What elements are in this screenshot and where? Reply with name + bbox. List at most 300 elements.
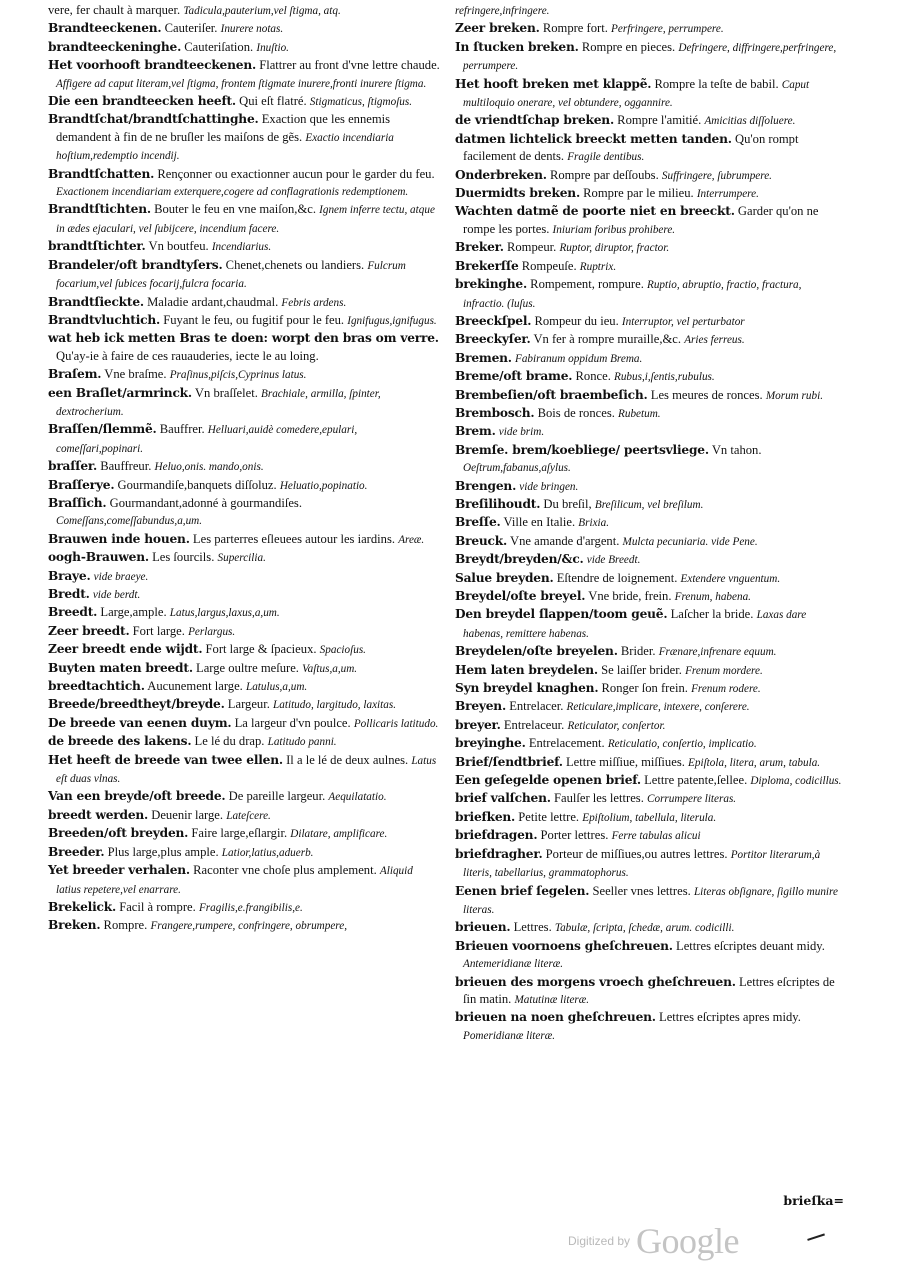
french-definition: Rompre par le milieu. <box>583 186 694 201</box>
french-definition: Deuenir large. <box>151 807 224 822</box>
left-column <box>48 2 440 936</box>
latin-equivalent: Fabiranum oppidum Brema. <box>515 352 643 365</box>
latin-equivalent: Reticulare,implicare, intexere, conſerere. <box>566 701 750 714</box>
dictionary-entry <box>48 385 440 422</box>
latin-equivalent: Extendere vnguentum. <box>680 572 781 585</box>
french-definition: Facil à rompre. <box>119 899 196 914</box>
dictionary-entry <box>48 696 440 714</box>
latin-equivalent: Latitudo panni. <box>267 736 337 749</box>
dictionary-entry <box>48 807 440 825</box>
dictionary-entry <box>455 20 845 38</box>
headword: Brandtſchat/brandtſchattinghe. <box>48 112 259 127</box>
latin-equivalent: Oeſtrum,fabanus,aſylus. <box>463 462 571 475</box>
french-definition: Rompre fort. <box>542 21 608 36</box>
latin-equivalent: Febris ardens. <box>281 296 347 309</box>
digitized-by-google-watermark <box>568 1221 739 1261</box>
catchword: brieſka= <box>783 1193 844 1208</box>
dictionary-entry <box>455 76 845 113</box>
latin-equivalent: Epiſtolium, tabellula, literula. <box>582 811 717 824</box>
latin-equivalent: Pomeridianæ literæ. <box>463 1029 555 1042</box>
french-definition: Rompre la teſte de babil. <box>654 76 779 91</box>
dictionary-entry <box>455 662 845 680</box>
french-definition: Ronce. <box>575 369 611 384</box>
headword: Salue breyden. <box>455 570 554 585</box>
french-definition: Qu'ay-ie à faire de ces rauauderies, iecte le au loing. <box>56 348 319 363</box>
latin-equivalent: Lateſcere. <box>226 809 271 822</box>
french-definition: Rompre l'amitié. <box>617 113 702 128</box>
headword: Syn breydel knaghen. <box>455 681 599 696</box>
google-logo: Google <box>636 1221 740 1261</box>
french-definition: Rençonner ou exactionner aucun pour le garder du feu. <box>157 166 435 181</box>
headword: Yet breeder verhalen. <box>48 863 190 878</box>
latin-equivalent: Interrumpere. <box>696 188 759 201</box>
french-definition: Fuyant le feu, ou fugitif pour le feu. <box>163 312 345 327</box>
dictionary-entry <box>48 825 440 843</box>
latin-equivalent: Ignem inferre tectu, atque in ædes ejaculari, vel ſubijcere, incendium facere. <box>56 204 435 235</box>
french-definition: Seeller vnes lettres. <box>592 883 691 898</box>
headword: Breme/oft brame. <box>455 369 573 384</box>
headword: brandteeckeninghe. <box>48 39 182 54</box>
french-definition: Exaction que les ennemis demandent à fin de ne bruſler les maiſons de gẽs. <box>56 112 391 144</box>
headword: brandtſtichter. <box>48 239 146 254</box>
latin-equivalent: Latus eſt duas vlnas. <box>56 754 437 786</box>
latin-equivalent: Ruptor, diruptor, fractor. <box>559 242 670 255</box>
dictionary-entry <box>48 531 440 549</box>
dictionary-entry <box>48 604 440 622</box>
headword: wat heb ick metten Bras te doen: worpt den bras om verre. <box>48 331 439 346</box>
french-definition: De pareille largeur. <box>228 789 326 804</box>
french-definition: Rompeur. <box>506 240 557 255</box>
french-definition: Lettre miſſiue, miſſiues. <box>565 754 685 769</box>
headword: oogh-Brauwen. <box>48 550 149 565</box>
latin-equivalent: Amicitias diſſoluere. <box>704 115 796 128</box>
dictionary-entry <box>455 809 845 827</box>
headword: datmen lichtelick breeckt metten tanden. <box>455 131 732 146</box>
french-definition: Raconter vne choſe plus amplement. <box>193 863 377 878</box>
headword: Hem laten breydelen. <box>455 662 598 677</box>
headword: Breken. <box>48 918 101 933</box>
dictionary-entry <box>455 643 845 661</box>
latin-equivalent: Frenum, habena. <box>674 591 751 603</box>
headword: Brandtſtichten. <box>48 202 151 217</box>
french-definition: Entrelacer. <box>509 699 564 714</box>
latin-equivalent: Heluo,onis. mando,onis. <box>154 461 264 474</box>
latin-equivalent: Brachiale, armilla, ſpinter, dextrocherium. <box>56 387 381 418</box>
dictionary-entry <box>48 458 440 476</box>
headword: Een geſegelde openen brief. <box>455 773 641 788</box>
french-definition: Cauteriſer. <box>164 21 218 36</box>
french-definition: Les meures de ronces. <box>650 387 763 402</box>
french-definition: Qu'on rompt facilement de dents. <box>463 131 799 164</box>
dictionary-entry <box>48 623 440 641</box>
dictionary-entry <box>455 883 845 920</box>
dictionary-entry <box>455 680 845 698</box>
latin-equivalent: Suffringere, ſubrumpere. <box>661 169 772 182</box>
latin-equivalent: refringere,infringere. <box>455 5 550 17</box>
dictionary-entry <box>48 39 440 57</box>
latin-equivalent: Helluari,auidè comedere,epulari, comeſſari,popinari. <box>56 424 358 455</box>
dictionary-entry <box>48 57 440 93</box>
latin-equivalent: Rubetum. <box>618 407 661 420</box>
latin-equivalent: Breſilicum, vel breſilum. <box>594 498 704 511</box>
headword: Brauwen inde houen. <box>48 531 190 546</box>
dictionary-entry <box>48 312 440 330</box>
headword: Van een breyde/oft breede. <box>48 789 226 804</box>
watermark-prefix: Digitized by <box>568 1234 631 1248</box>
right-column <box>455 2 845 1045</box>
latin-equivalent: vide Breedt. <box>586 554 641 567</box>
latin-equivalent: Exactio incendiaria hoſtium,redemptio incendij. <box>56 131 394 163</box>
headword: Brandtſieckte. <box>48 294 144 309</box>
latin-equivalent: Supercilia. <box>217 552 266 565</box>
french-definition: Vn boutfeu. <box>148 239 209 254</box>
headword: breyer. <box>455 717 501 732</box>
headword: Breeden/oft breyden. <box>48 826 189 841</box>
french-definition: Eſtendre de loignement. <box>556 570 678 585</box>
latin-equivalent: Inurere notas. <box>220 23 284 36</box>
latin-equivalent: Fragile dentibus. <box>567 151 645 164</box>
dictionary-entry <box>48 899 440 917</box>
dictionary-entry <box>455 974 845 1010</box>
french-definition: Gourmandiſe,banquets diſſoluz. <box>117 477 277 492</box>
latin-equivalent: Epiſtola, litera, arum, tabula. <box>688 756 821 769</box>
dictionary-entry <box>455 387 845 405</box>
dictionary-entry <box>455 368 845 386</box>
dictionary-entry <box>48 586 440 604</box>
headword: Eenen brief ſegelen. <box>455 883 590 898</box>
headword: In ſtucken breken. <box>455 39 579 54</box>
latin-equivalent: Aliquid latius repetere,vel enarrare. <box>56 865 413 896</box>
latin-equivalent: Caput multiloquio onerare, vel obtundere, oggannire. <box>463 78 810 110</box>
headword: breedtachtich. <box>48 679 145 694</box>
french-definition: Bouter le feu en vne maiſon,&c. <box>154 202 316 217</box>
latin-equivalent: Vaſtus,a,um. <box>302 662 358 675</box>
latin-equivalent: Frenum mordere. <box>685 664 763 677</box>
french-definition: Fort large. <box>132 623 185 638</box>
headword: Breſſe. <box>455 515 501 530</box>
french-definition: Rompre en pieces. <box>581 39 676 54</box>
dictionary-entry <box>455 588 845 606</box>
headword: de breede des lakens. <box>48 734 192 749</box>
headword: Het heeft de breede van twee ellen. <box>48 752 283 767</box>
latin-equivalent: Heluatio,popinatio. <box>279 479 368 492</box>
headword: Brembosch. <box>455 405 535 420</box>
latin-equivalent: Laxas dare habenas, remittere habenas. <box>463 609 807 640</box>
headword: Brandteeckenen. <box>48 21 162 36</box>
latin-equivalent: Latus,largus,laxus,a,um. <box>169 607 280 620</box>
latin-equivalent: Portitor literarum,à literis, tabellarius, grammatophorus. <box>463 848 821 880</box>
headword: Breydt/breyden/&c. <box>455 552 584 567</box>
french-definition: Le lé du drap. <box>194 734 265 749</box>
french-definition: Lettres eſcriptes deuant midy. <box>676 938 825 953</box>
headword: Brieuen voornoens gheſchreuen. <box>455 938 673 953</box>
latin-equivalent: Brixia. <box>578 517 610 530</box>
dictionary-entry <box>48 752 440 789</box>
dictionary-entry <box>455 203 845 239</box>
headword: Zeer breedt ende wijdt. <box>48 642 203 657</box>
dictionary-entry <box>48 844 440 862</box>
french-definition: Faulſer les lettres. <box>553 791 644 806</box>
dictionary-entry <box>48 678 440 696</box>
french-definition: Les ſourcils. <box>152 550 215 565</box>
dictionary-entry <box>455 496 845 514</box>
french-definition: Du breſil, <box>543 496 592 511</box>
french-definition: Porteur de miſſiues,ou autres lettres. <box>545 846 728 861</box>
dictionary-entry <box>455 167 845 185</box>
dictionary-entry <box>455 405 845 423</box>
french-definition: Rompeur du ieu. <box>534 313 619 328</box>
latin-equivalent: Latior,latius,aduerb. <box>221 846 314 859</box>
dictionary-entry <box>48 660 440 678</box>
latin-equivalent: Latitudo, largitudo, laxitas. <box>273 699 397 712</box>
latin-equivalent: Antemeridianæ literæ. <box>463 958 564 971</box>
headword: Breker. <box>455 240 504 255</box>
french-definition: Fort large & ſpacieux. <box>205 642 317 657</box>
headword: Brem. <box>455 424 496 439</box>
latin-equivalent: Inuſtio. <box>256 41 289 54</box>
latin-equivalent: Interruptor, vel perturbator <box>621 315 745 328</box>
french-definition: Petite lettre. <box>518 809 580 824</box>
french-definition: Vn tahon. <box>711 442 762 457</box>
dictionary-entry <box>48 20 440 38</box>
french-definition: Garder qu'on ne rompe les portes. <box>463 204 819 236</box>
dictionary-entry <box>455 846 845 883</box>
headword: Braſſich. <box>48 495 107 510</box>
headword: Breydel/oſte breyel. <box>455 589 586 603</box>
latin-equivalent: Dilatare, amplificare. <box>290 828 388 841</box>
french-definition: Lettres eſcriptes apres midy. <box>659 1010 801 1025</box>
latin-equivalent: Aequilatatio. <box>328 791 387 804</box>
headword: Bremſe. brem/koebliege/ peertsvliege. <box>455 442 709 457</box>
french-definition: Rompement, rompure. <box>530 277 644 292</box>
headword: Het voorhooft brandteeckenen. <box>48 58 257 73</box>
french-definition: Largeur. <box>227 697 270 712</box>
french-definition: Vn fer à rompre muraille,&c. <box>533 332 682 347</box>
dictionary-entry <box>48 641 440 659</box>
dictionary-entry <box>48 111 440 165</box>
headword: brieuen. <box>455 920 511 935</box>
french-definition: Vn braſſelet. <box>194 385 258 400</box>
french-definition: Lettres. <box>513 920 552 935</box>
dictionary-entry <box>455 478 845 496</box>
dictionary-entry <box>455 39 845 76</box>
french-definition: Faire large,eſlargir. <box>191 826 288 841</box>
latin-equivalent: Frenum rodere. <box>691 683 761 696</box>
dictionary-entry <box>455 276 845 313</box>
headword: Brandtvluchtich. <box>48 312 161 327</box>
dictionary-entry <box>48 788 440 806</box>
dictionary-entry <box>455 827 845 845</box>
latin-equivalent: Reticulatio, conſertio, implicatio. <box>607 738 757 751</box>
latin-equivalent: Areæ. <box>398 533 425 546</box>
latin-equivalent: vide brim. <box>498 426 545 439</box>
latin-equivalent: Diploma, codicillus. <box>750 775 842 788</box>
dictionary-entry <box>455 533 845 551</box>
latin-equivalent: Incendiarius. <box>211 241 272 254</box>
headword: Die een brandteecken heeft. <box>48 94 236 109</box>
french-definition: Il a le lé de deux aulnes. <box>286 752 409 767</box>
latin-equivalent: Perfringere, perrumpere. <box>611 23 724 36</box>
ink-mark <box>807 1233 827 1246</box>
french-definition: Maladie ardant,chaudmal. <box>147 294 279 309</box>
dictionary-entry <box>48 2 440 20</box>
dictionary-entry <box>455 112 845 130</box>
french-definition: Bauffreur. <box>100 459 152 474</box>
dictionary-entry <box>455 514 845 532</box>
latin-equivalent: Matutinæ literæ. <box>514 993 590 1006</box>
french-definition: Vne braſme. <box>104 367 167 382</box>
headword: briefdragher. <box>455 846 543 861</box>
dictionary-entry <box>455 735 845 753</box>
headword: briefdragen. <box>455 828 538 843</box>
latin-equivalent: Frænare,infrenare equum. <box>658 646 777 659</box>
dictionary-entry <box>48 238 440 256</box>
dictionary-entry <box>455 938 845 974</box>
latin-equivalent: Spacioſus. <box>319 644 366 657</box>
latin-equivalent: Rubus,i,ſentis,rubulus. <box>614 371 715 384</box>
dictionary-entry <box>48 330 440 366</box>
headword: Braſſerye. <box>48 477 115 492</box>
headword: Braye. <box>48 568 91 583</box>
dictionary-entry <box>455 131 845 167</box>
dictionary-entry <box>455 258 845 276</box>
latin-equivalent: Mulcta pecuniaria. vide Pene. <box>622 535 758 548</box>
dictionary-entry <box>455 2 845 20</box>
headword: Brekerſſe <box>455 258 519 273</box>
french-definition: Large oultre meſure. <box>196 660 299 675</box>
headword: Brandtſchatten. <box>48 166 155 181</box>
latin-equivalent: Corrumpere literas. <box>647 793 737 806</box>
dictionary-entry <box>455 790 845 808</box>
dictionary-entry <box>455 331 845 349</box>
french-definition: Entrelacement. <box>528 736 605 751</box>
latin-equivalent: Pollicaris latitudo. <box>353 717 439 730</box>
french-definition: Ronger ſon frein. <box>601 681 688 696</box>
headword: Breydelen/oſte breyelen. <box>455 644 618 659</box>
headword: brieuen des morgens vroech gheſchreuen. <box>455 974 736 989</box>
dictionary-entry <box>48 715 440 733</box>
french-definition: Rompeuſe. <box>521 258 577 273</box>
french-definition: Chenet,chenets ou landiers. <box>225 257 365 272</box>
dictionary-entry <box>48 917 440 935</box>
french-definition: Lettres eſcriptes de ſin matin. <box>463 974 835 1006</box>
latin-equivalent: vide berdt. <box>92 589 141 601</box>
latin-equivalent: vide braeye. <box>93 570 149 583</box>
headword: Breeder. <box>48 844 105 859</box>
french-definition: Vne amande d'argent. <box>509 533 620 548</box>
dictionary-entry <box>455 919 845 937</box>
headword: Brengen. <box>455 478 517 493</box>
french-definition: Plus large,plus ample. <box>107 844 219 859</box>
headword: breedt werden. <box>48 807 149 822</box>
dictionary-entry <box>48 93 440 111</box>
french-definition: Se laiſſer brider. <box>601 662 682 677</box>
headword: de vriendtſchap breken. <box>455 113 615 128</box>
french-definition: Large,ample. <box>100 605 167 620</box>
french-definition: Gourmandant,adonné à gourmandiſes. <box>109 495 302 510</box>
headword: Breuck. <box>455 533 508 548</box>
latin-equivalent: Iniuriam foribus prohibere. <box>552 223 676 236</box>
latin-equivalent: Ruptrix. <box>579 260 617 273</box>
french-definition: Brider. <box>620 644 656 659</box>
latin-equivalent: Comeſſans,comeſſabundus,a,um. <box>56 515 203 528</box>
headword: briefken. <box>455 809 516 824</box>
headword: Breſilihoudt. <box>455 496 541 511</box>
french-definition: Ville en Italie. <box>503 515 576 530</box>
latin-equivalent: Stigmaticus, ſtigmoſus. <box>309 96 413 109</box>
latin-equivalent: Frangere,rumpere, confringere, obrumpere, <box>150 920 348 933</box>
dictionary-entry <box>48 568 440 586</box>
french-definition: Les parterres eſleuees autour les iardins. <box>192 531 396 546</box>
dictionary-entry <box>48 495 440 531</box>
headword: Bredt. <box>48 587 90 601</box>
dictionary-entry <box>48 421 440 458</box>
dictionary-entry <box>455 185 845 203</box>
latin-equivalent: vide bringen. <box>519 480 579 493</box>
french-definition: Bois de ronces. <box>537 405 615 420</box>
dictionary-entry <box>48 294 440 312</box>
latin-equivalent: Latulus,a,um. <box>245 681 308 694</box>
dictionary-entry <box>48 201 440 238</box>
latin-equivalent: Fulcrum focarium,vel ſubices focarij,fulcra focaria. <box>56 259 406 291</box>
french-definition: Vne bride, frein. <box>588 589 672 603</box>
latin-equivalent: Literas obſignare, ſigillo munire literas. <box>463 885 838 916</box>
dictionary-entry <box>455 551 845 569</box>
dictionary-entry <box>455 754 845 772</box>
french-definition: Flattrer au front d'vne lettre chaude. <box>259 58 440 73</box>
headword: Zeer breedt. <box>48 623 130 638</box>
french-definition: Laſcher la bride. <box>670 607 754 622</box>
dictionary-entry <box>455 717 845 735</box>
headword: Breedt. <box>48 605 98 620</box>
dictionary-entry <box>48 257 440 294</box>
french-definition: Bauffrer. <box>159 422 205 437</box>
latin-equivalent: Praſinus,piſcis,Cyprinus latus. <box>169 369 307 382</box>
dictionary-entry <box>48 477 440 495</box>
dictionary-entry <box>455 772 845 790</box>
latin-equivalent: Morum rubi. <box>765 389 823 402</box>
latin-equivalent: Perlargus. <box>188 625 236 638</box>
headword: Het hooft breken met klappẽ. <box>455 76 652 91</box>
french-definition: Qui eſt flatré. <box>239 94 307 109</box>
dictionary-entry <box>48 166 440 202</box>
headword: Wachten datmẽ de poorte niet en breeckt. <box>455 204 735 219</box>
headword: Brekelick. <box>48 899 117 914</box>
latin-equivalent: Tadicula,pauterium,vel ſtigma, atq. <box>183 5 341 17</box>
headword: Zeer breken. <box>455 21 540 36</box>
dictionary-entry <box>455 698 845 716</box>
dictionary-entry <box>455 606 845 643</box>
french-definition: Entrelaceur. <box>503 717 565 732</box>
dictionary-entry <box>455 423 845 441</box>
headword: Brembeſien/oft braembeſich. <box>455 387 648 402</box>
latin-equivalent: Tabulæ, ſcripta, ſchedæ, arum. codicilli. <box>554 922 735 935</box>
headword: Braſſen/ſlemmẽ. <box>48 422 157 437</box>
headword: De breede van eenen duym. <box>48 715 232 730</box>
headword: Buyten maten breedt. <box>48 660 193 675</box>
dictionary-entry <box>455 350 845 368</box>
headword: Den breydel ſlappen/toom geuẽ. <box>455 607 668 622</box>
latin-equivalent: Fragilis,e.frangibilis,e. <box>198 901 303 914</box>
latin-equivalent: Ignifugus,ignifugus. <box>347 314 437 327</box>
headword: Breede/breedtheyt/breyde. <box>48 697 225 712</box>
dictionary-entry <box>48 862 440 899</box>
dictionary-entry <box>455 313 845 331</box>
headword: Breyen. <box>455 699 507 714</box>
latin-equivalent: Ruptio, abruptio, fractio, fractura, infractio. (luſus. <box>463 279 802 310</box>
headword: Brandeler/oft brandtyſers. <box>48 257 223 272</box>
french-definition: Rompre. <box>103 918 148 933</box>
